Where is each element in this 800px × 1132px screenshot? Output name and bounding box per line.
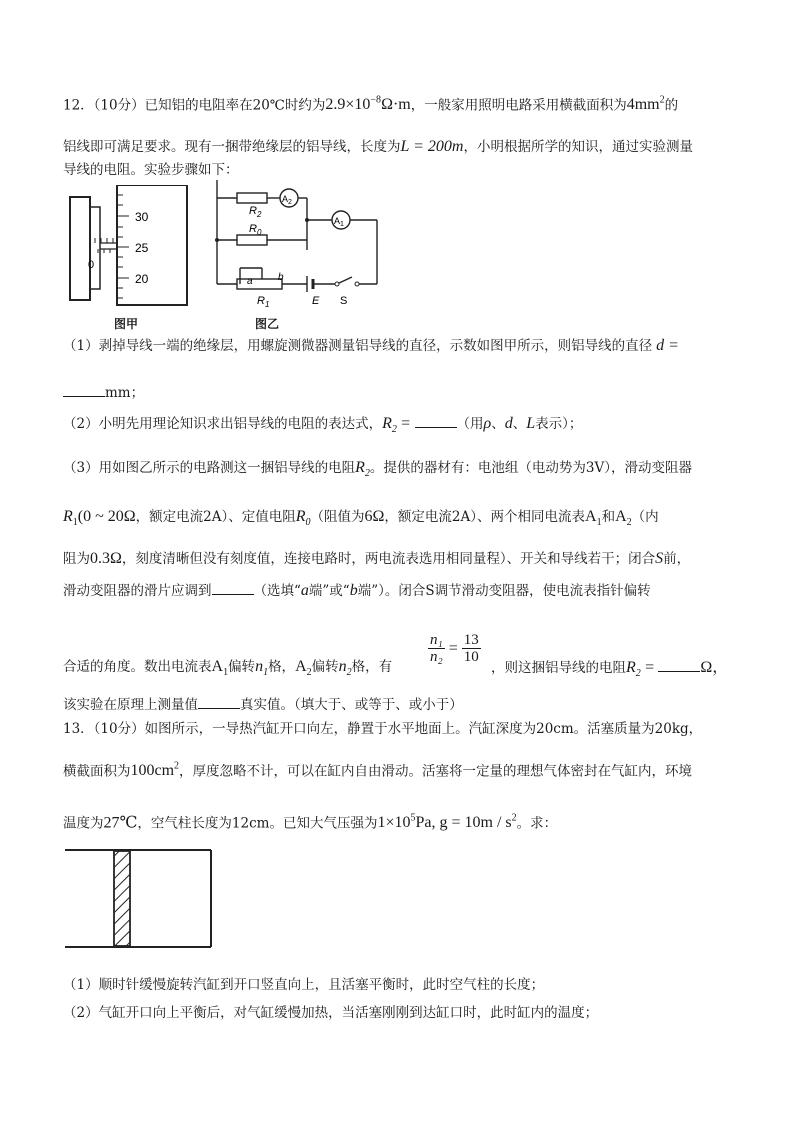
label-a1: $A_1$	[334, 216, 344, 228]
q13-line3-text-b: ，空气柱长度为12cm。已知大气压强为	[137, 815, 378, 832]
q12-part3-line5-text: 合适的角度。数出电流表	[63, 659, 212, 675]
q12-part3-line-1	[63, 458, 692, 484]
q12-part2	[63, 413, 582, 440]
a1-symbol-2: $A_1$	[211, 658, 229, 679]
q13-sub2-text: （2）气缸开口向上平衡后，对气缸缓慢加热，当活塞刚刚到达缸口时，此时缸内的温度；	[63, 1005, 599, 1021]
ratio-fraction	[428, 632, 481, 665]
q12-part3-line6-text: 该实验在原理上测量值	[63, 697, 198, 713]
r0-symbol: $R_0$	[295, 508, 311, 529]
label-r2: $R_2$	[249, 205, 262, 219]
q12-part3-line2-text-b: （阻值为	[310, 509, 365, 525]
label-r1: $R_1$	[257, 295, 270, 309]
q12-part3-line2-text-c: ，额定电流2A）、两个相同电流表	[384, 509, 586, 525]
q12-part1-answer	[63, 382, 144, 403]
q12-part1	[63, 336, 679, 356]
q12-part3-line4-text: 滑动变阻器的滑片应调到	[63, 583, 212, 599]
q12-part1-text: （1）剥掉导线一端的绝缘层，用螺旋测微器测量铝导线的直径，示数如图甲所示，则铝导线的直径	[63, 338, 653, 354]
n2-symbol: $n_2$	[338, 658, 352, 679]
figure-jia-micrometer	[65, 185, 195, 325]
q12-line2-text: 铝线即可满足要求。现有一捆带绝缘层的铝导线，长度为	[63, 139, 401, 155]
q12-part3-line3-text: 阻为	[63, 551, 90, 567]
q12-part3-line3-text-c: 前，	[663, 551, 691, 567]
q12-line-1	[63, 91, 678, 115]
tick-label-25: 25	[135, 241, 149, 255]
internal-resistance-value: 0.3Ω	[90, 550, 122, 567]
q12-part3-text-b: 。提供的器材有：电池组（电动势为3V），滑动变阻器	[369, 460, 692, 476]
q12-part2-text-c: 表示）；	[535, 416, 583, 432]
label-s: S	[340, 295, 348, 307]
label-e: E	[312, 295, 320, 307]
area-100: $100cm^2$	[130, 761, 180, 780]
fraction-n1-n2: $\frac{\text{n₁}}{\text{n₂}}$	[430, 632, 443, 665]
pressure-value: $1\times 10^5Pa$, $g = 10m / s^2$	[377, 813, 517, 832]
q12-part3-line4-text-d: 端”）。闭合S调节滑动变阻器，使电流表指针偏转	[357, 583, 651, 599]
blank-r2-value[interactable]	[658, 657, 700, 672]
end-a-symbol: a	[300, 582, 309, 599]
rho-symbol: ρ	[483, 415, 492, 432]
q12-part2-text-b: （用	[456, 416, 484, 432]
label-r0: $R_0$	[249, 223, 262, 237]
q13-line2-text-b: ，厚度忽略不计，可以在缸内自由滑动。活塞将一定量的理想气体密封在气缸内，环境	[179, 763, 693, 780]
a1-symbol: $A_1$	[585, 508, 602, 529]
q13-sub-1	[63, 975, 544, 995]
q13-line3-text-c: 。求：	[516, 815, 558, 832]
d-symbol: d =	[656, 337, 679, 354]
q12-part3-line-2	[63, 507, 659, 533]
equals-sign-2: =	[645, 659, 655, 676]
q12-part3-line2-text-e: （内	[631, 509, 659, 525]
q13-line3-text: 温度为	[63, 815, 104, 832]
tick-label-20: 20	[135, 272, 149, 286]
q12-part2-text: （2）小明先用理论知识求出铝导线的电阻的表达式，	[63, 416, 383, 432]
figure-cylinder	[65, 848, 215, 950]
ohm-unit: Ω，	[700, 659, 729, 676]
q13-line-2	[63, 757, 692, 781]
q12-part3-line-6	[63, 694, 463, 715]
l-symbol: L	[526, 415, 536, 432]
r2-symbol-2: $R_2$	[355, 459, 370, 480]
label-a: a	[247, 276, 253, 287]
r2-symbol: $R_2$	[382, 415, 397, 436]
blank-comparison[interactable]	[198, 694, 240, 709]
q12-part3-line2-text: ，额定电流2A）、定值电阻	[135, 509, 296, 525]
blank-diameter[interactable]	[63, 382, 105, 397]
q12-part3-line4-text-b: （选填“	[253, 583, 301, 599]
r1-range: $R_1(0$ ~ 20Ω	[63, 508, 136, 529]
zero-label: 0	[88, 259, 95, 271]
blank-r2-expression[interactable]	[415, 413, 457, 428]
blank-slider-end[interactable]	[212, 580, 254, 595]
q12-line-3	[63, 160, 239, 180]
figure-jia-caption: 图甲	[114, 317, 139, 331]
equals-sign: =	[401, 415, 411, 432]
grid-text-1: 格，	[268, 659, 296, 675]
resistivity-value: $2.9\times 10^{-8}\Omega\cdot m$	[325, 95, 411, 114]
q12-intro-text-3: 的	[664, 97, 679, 114]
r0-value: 6Ω	[364, 508, 385, 525]
grid-text-2: 格，有	[351, 659, 393, 675]
q12-part3-line-3	[63, 549, 690, 569]
q12-part3-line3-text-b: ，刻度清晰但没有刻度值，连接电路时，两电流表选用相同量程）、开关和导线若干；闭合	[121, 551, 656, 567]
figure-yi-caption: 图乙	[255, 317, 280, 331]
q12-r2-text: ，则这捆铝导线的电阻	[491, 660, 626, 676]
q12-line-2	[63, 137, 693, 157]
q12-intro-text: 12．（10分）已知铝的电阻率在20℃时约为	[63, 97, 326, 114]
q13-sub1-text: （1）顺时针缓慢旋转汽缸到开口竖直向上，且活塞平衡时，此时空气柱的长度；	[63, 977, 545, 993]
temperature-value: 27℃	[103, 814, 138, 832]
q13-intro-text: 13．（10分）如图所示，一导热汽缸开口向左，静置于水平地面上。汽缸深度为20cm。活塞质量为20kg，	[63, 721, 703, 737]
mm-unit: mm；	[105, 385, 145, 401]
deflect-text-2: 偏转	[311, 659, 339, 675]
q12-part3-text: （3）用如图乙所示的电路测这一捆铝导线的电阻	[63, 460, 356, 476]
r2-symbol-3: $R_2$	[626, 659, 641, 680]
tick-label-30: 30	[135, 210, 149, 224]
area-value: $4mm^2$	[626, 95, 665, 114]
deflect-text-1: 偏转	[228, 659, 256, 675]
q13-sub-2	[63, 1003, 598, 1023]
label-a2: $A_2$	[282, 194, 292, 206]
q12-line2-text-b: ，小明根据所学的知识，通过实验测量	[463, 139, 693, 155]
fraction-equals: =	[448, 639, 458, 657]
q12-intro-text-2: ，一般家用照明电路采用横截面积为	[410, 97, 627, 114]
label-b: b	[278, 272, 284, 283]
switch-symbol: S	[655, 550, 664, 567]
length-value: L = 200m	[400, 138, 464, 155]
fraction-13-10: $\frac{13}{10}$	[463, 632, 479, 665]
a2-symbol: $A_2$	[615, 508, 632, 529]
separator-2: 、	[512, 416, 527, 432]
q12-part3-line6-text-b: 真实值。（填大于、或等于、或小于）	[240, 697, 463, 713]
q12-part3-line-4	[63, 580, 651, 601]
piston	[114, 851, 130, 946]
separator-1: 、	[491, 416, 505, 432]
q12-part3-line-5	[63, 657, 392, 683]
end-b-symbol: b	[349, 582, 358, 599]
d-symbol-2: d	[504, 415, 513, 432]
a2-symbol-2: $A_2$	[295, 658, 312, 679]
figure-yi-circuit	[212, 180, 387, 320]
n1-symbol: $n_1$	[255, 658, 269, 679]
q12-part3-line-5b	[491, 657, 728, 684]
q13-line-1	[63, 719, 702, 739]
q13-line2-text: 横截面积为	[63, 763, 131, 780]
q12-line3-text: 导线的电阻。实验步骤如下：	[63, 162, 239, 178]
q12-part3-line4-text-c: 端”或“	[308, 583, 350, 599]
q13-line-3	[63, 809, 557, 833]
and-text: 和	[601, 509, 616, 525]
